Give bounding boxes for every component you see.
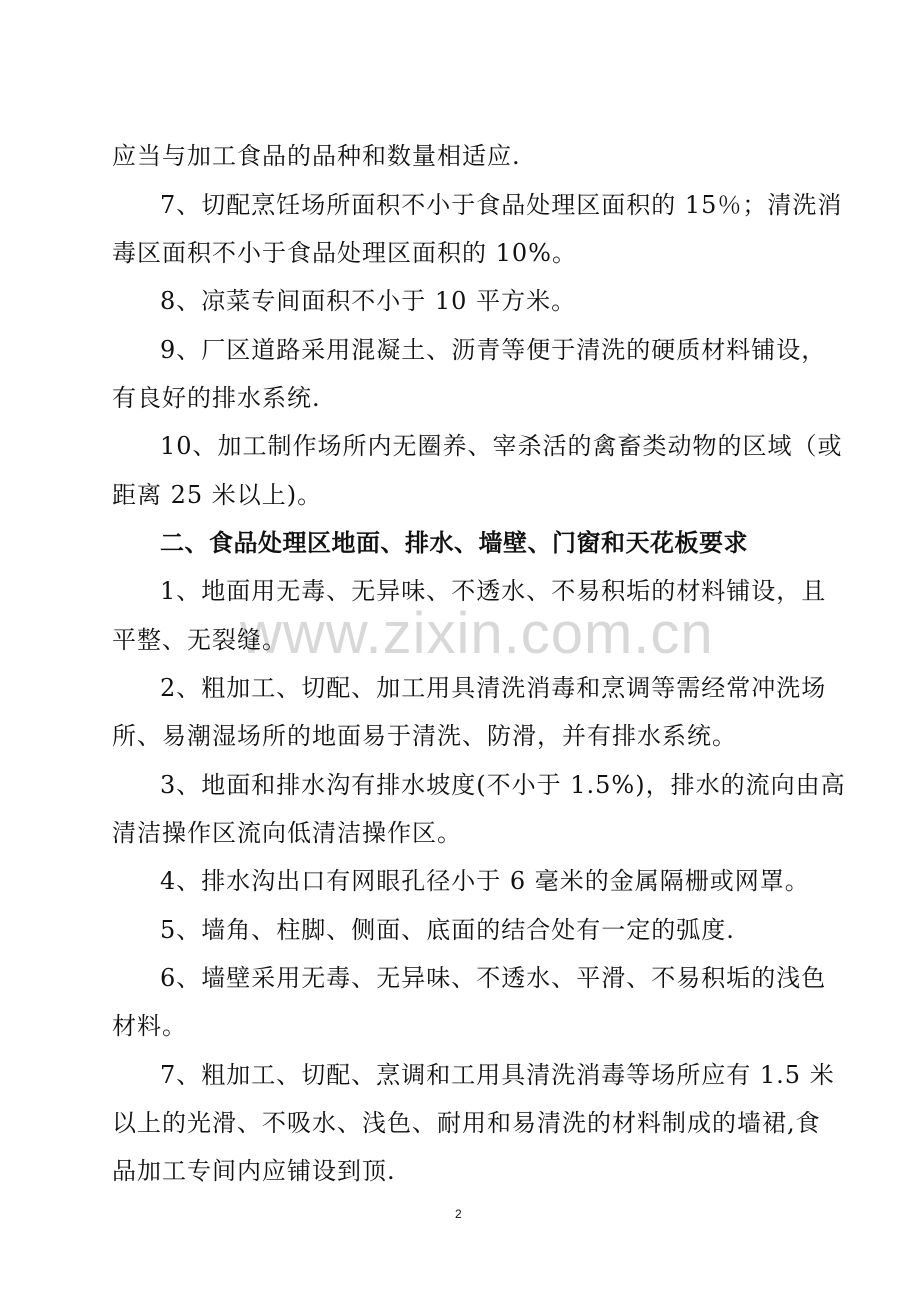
- text-line: 1、地面用无毒、无异味、不透水、不易积垢的材料铺设，且: [160, 577, 827, 605]
- text-line: 3、地面和排水沟有排水坡度(不小于 1.5%)，排水的流向由高: [160, 771, 846, 799]
- text-line: 清洁操作区流向低清洁操作区。: [112, 819, 462, 847]
- text-line: 应当与加工食品的品种和数量相适应.: [112, 142, 521, 170]
- text-line: 品加工专间内应铺设到顶.: [112, 1157, 396, 1185]
- text-line: 7、切配烹饪场所面积不小于食品处理区面积的 15％；清洗消: [160, 191, 843, 219]
- text-line: 有良好的排水系统.: [112, 384, 321, 412]
- text-line: 材料。: [112, 1012, 187, 1040]
- text-line: 6、墙壁采用无毒、无异味、不透水、平滑、不易积垢的浅色: [160, 964, 827, 992]
- text-line: 距离 25 米以上)。: [112, 481, 323, 509]
- watermark: www.zixin.com.cn: [240, 601, 714, 666]
- text-line: 4、排水沟出口有网眼孔径小于 6 毫米的金属隔栅或网罩。: [160, 867, 810, 895]
- text-line: 9、厂区道路采用混凝土、沥青等便于清洗的硬质材料铺设，: [160, 336, 827, 364]
- section-heading: 二、食品处理区地面、排水、墙壁、门窗和天花板要求: [160, 529, 748, 557]
- text-line: 7、粗加工、切配、烹调和工用具清洗消毒等场所应有 1.5 米: [160, 1061, 835, 1089]
- text-line: 5、墙角、柱脚、侧面、底面的结合处有一定的弧度.: [160, 916, 735, 944]
- text-line: 毒区面积不小于食品处理区面积的 10%。: [112, 239, 577, 267]
- page-number: 2: [455, 1207, 462, 1221]
- text-line: 所、易潮湿场所的地面易于清洗、防滑，并有排水系统。: [112, 722, 737, 750]
- text-line: 以上的光滑、不吸水、浅色、耐用和易清洗的材料制成的墙裙,食: [112, 1109, 821, 1137]
- text-line: 2、粗加工、切配、加工用具清洗消毒和烹调等需经常冲洗场: [160, 674, 827, 702]
- text-line: 平整、无裂缝。: [112, 626, 287, 654]
- text-line: 10、加工制作场所内无圈养、宰杀活的禽畜类动物的区域（或: [160, 432, 843, 460]
- text-line: 8、凉菜专间面积不小于 10 平方米。: [160, 287, 577, 315]
